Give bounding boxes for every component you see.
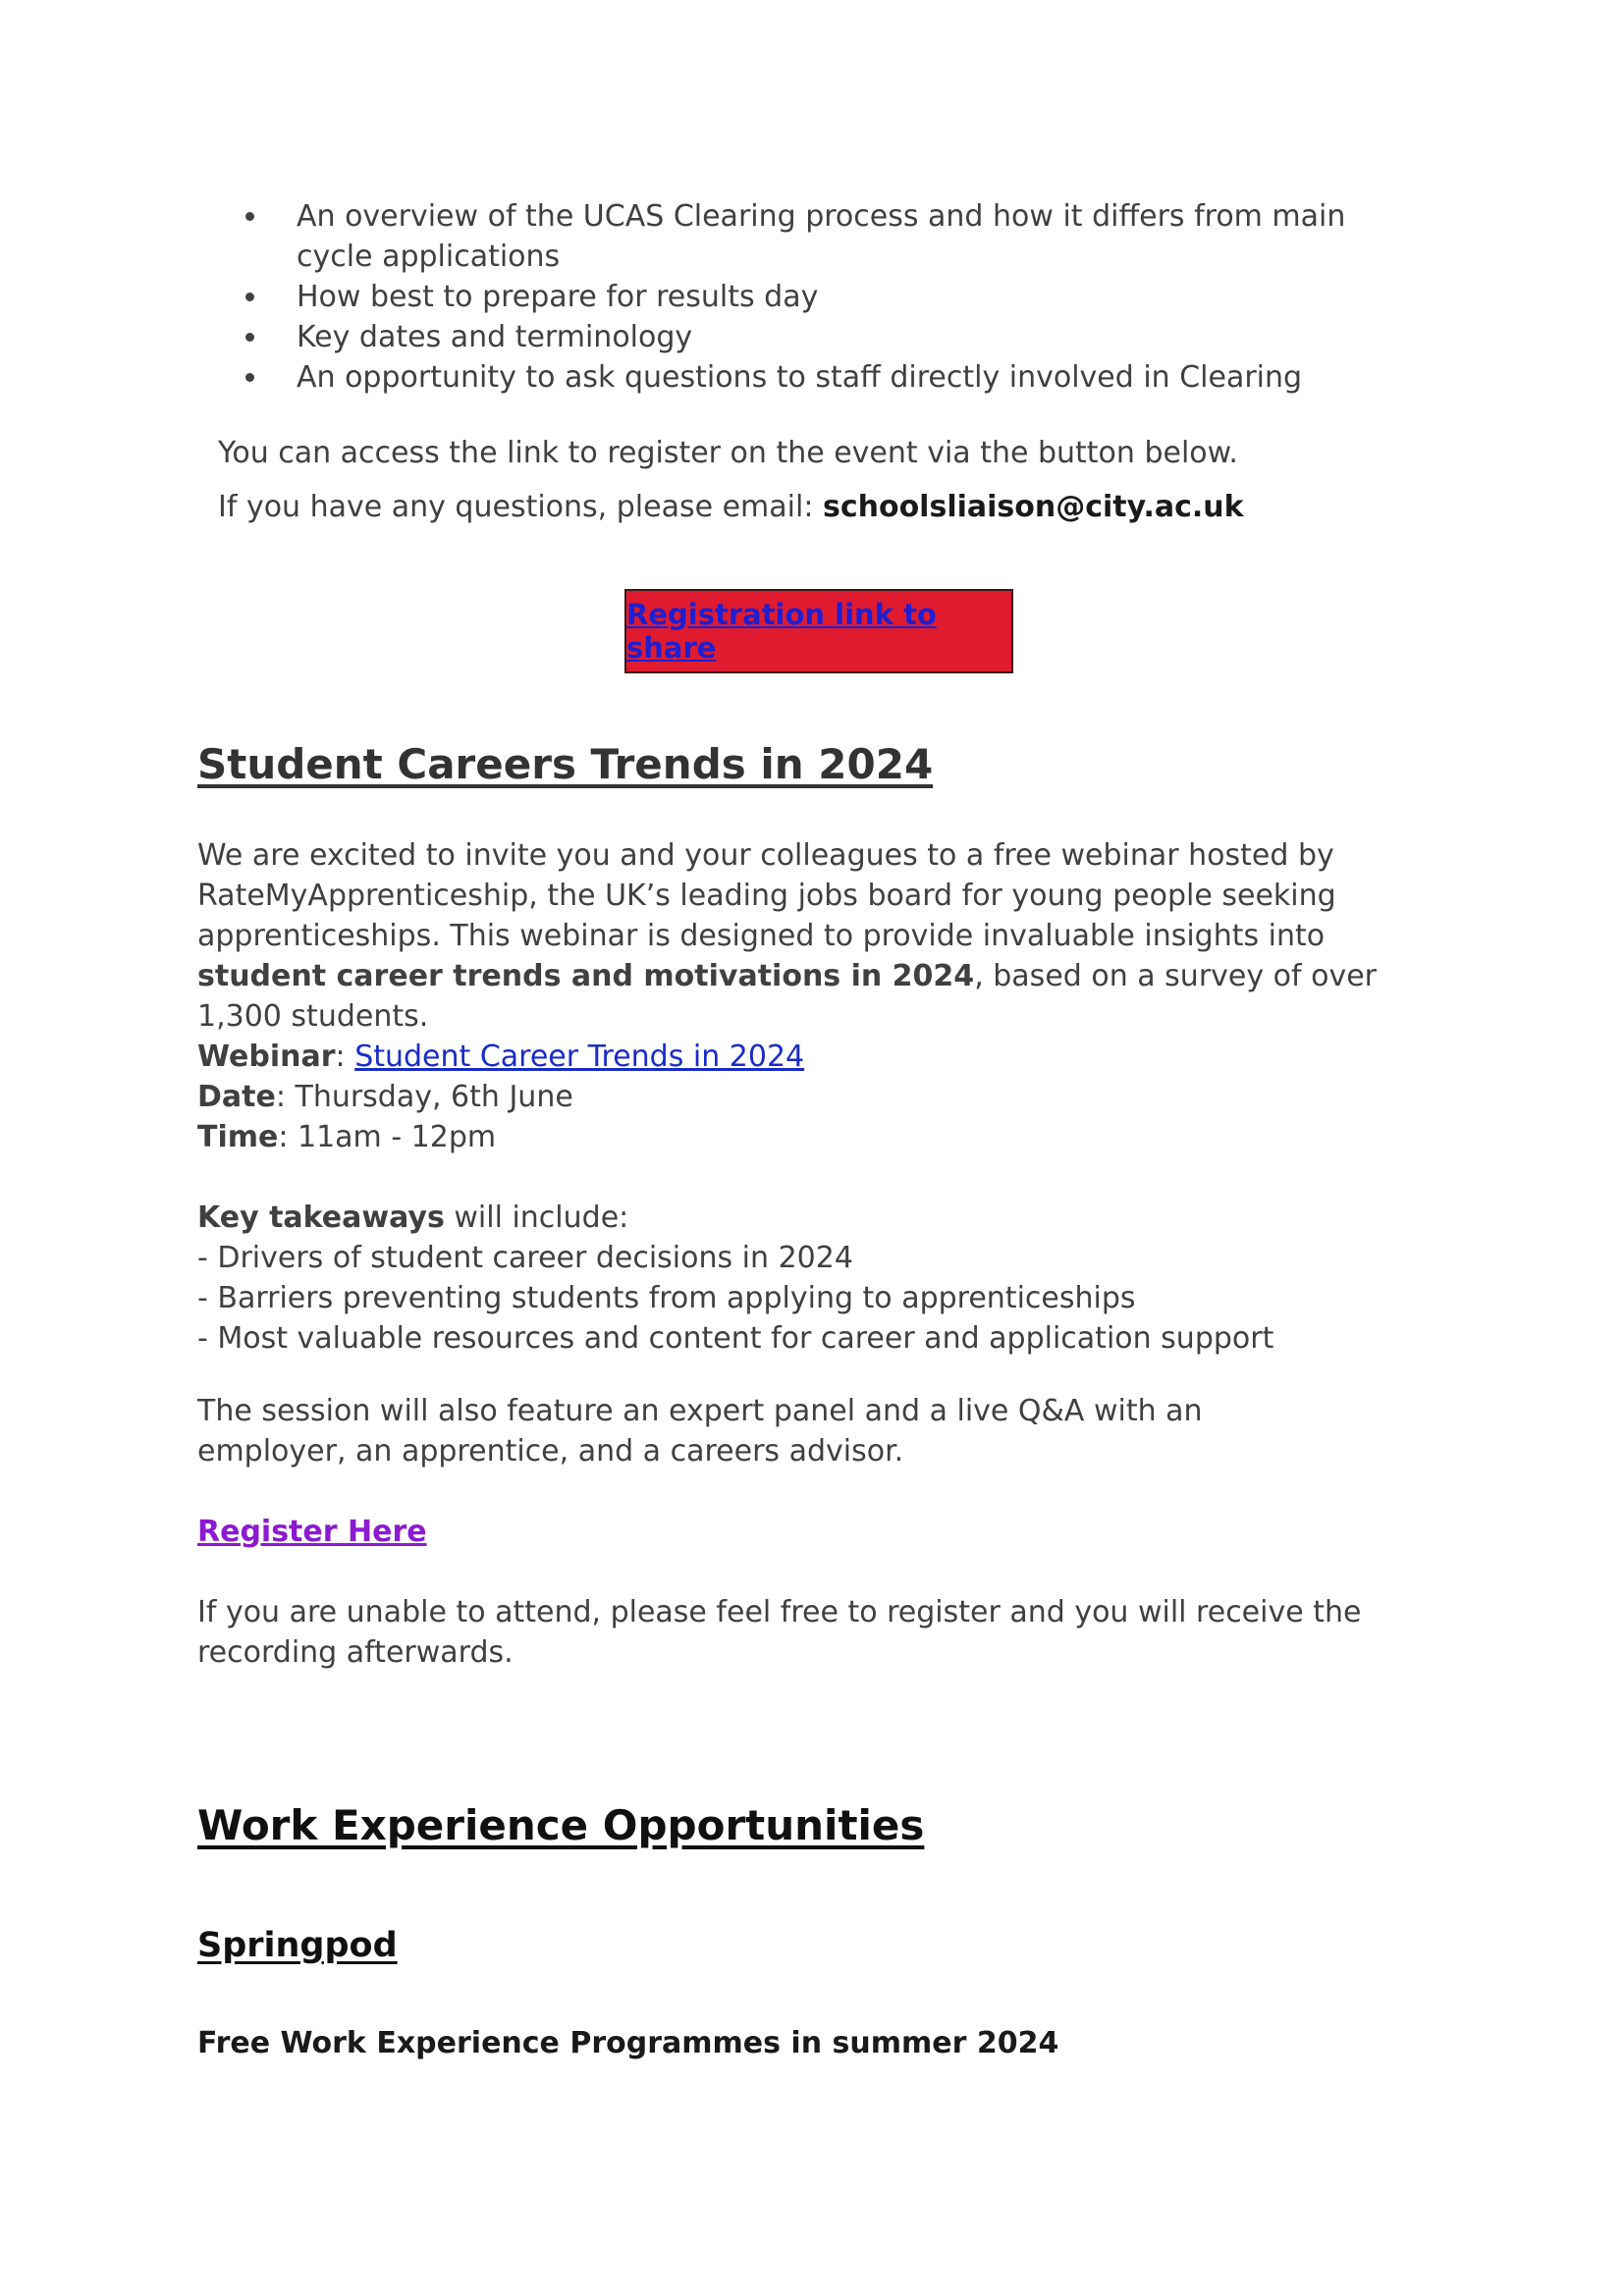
work-heading: Work Experience Opportunities — [197, 1801, 925, 1849]
careers-heading: Student Careers Trends in 2024 — [197, 740, 934, 788]
registration-link[interactable]: Registration link to share — [626, 598, 937, 665]
webinar-line: Webinar: Student Career Trends in 2024 — [197, 1040, 805, 1074]
careers-intro: We are excited to invite you and your colleagues to a free webinar hosted by RateMyApprenticeship, the UK’s leading jobs board for young people seeking apprenticeships. This webinar is designed to provide invaluable insights into student career trends and motivations in 2024, based on a survey of over 1,300 students. — [197, 838, 1378, 1034]
unable-text: If you are unable to attend, please feel free to register and you will receive the recording afterwards. — [197, 1595, 1362, 1670]
list-item: Key dates and terminology — [245, 317, 1375, 357]
bullet-icon — [245, 373, 254, 382]
intro-highlight: student career trends and motivations in 2024 — [197, 959, 975, 993]
programme-title: Free Work Experience Programmes in summer 2024 — [197, 2026, 1059, 2060]
takeaways-intro: Key takeaways will include: — [197, 1201, 629, 1235]
springpod-heading: Springpod — [197, 1926, 398, 1965]
time-line — [197, 1117, 496, 1157]
date-label: Date — [197, 1080, 276, 1114]
list-item: An overview of the UCAS Clearing process and how it differs from main cycle applications — [245, 196, 1375, 277]
takeaway-item: - Drivers of student career decisions in 2024 — [197, 1241, 853, 1275]
webinar-link[interactable]: Student Career Trends in 2024 — [354, 1040, 805, 1074]
clearing-topics-list — [245, 196, 1375, 398]
bullet-icon — [245, 293, 254, 301]
takeaway-item: - Most valuable resources and content for career and application support — [197, 1321, 1274, 1356]
access-text: You can access the link to register on the event via the button below. — [218, 436, 1238, 470]
session-text: The session will also feature an expert panel and a live Q&A with an employer, an apprentice, and a careers advisor. — [197, 1394, 1203, 1468]
time-label: Time — [197, 1120, 279, 1154]
register-here-link[interactable]: Register Here — [197, 1515, 427, 1549]
contact-email[interactable]: schoolsliaison@city.ac.uk — [822, 490, 1244, 524]
takeaways-label: Key takeaways — [197, 1201, 445, 1235]
email-prefix: If you have any questions, please email: — [218, 490, 823, 524]
date-line — [197, 1077, 573, 1117]
register-here-line — [197, 1512, 427, 1552]
list-item: How best to prepare for results day — [245, 277, 1375, 317]
registration-button[interactable] — [624, 589, 1013, 673]
bullet-icon — [245, 333, 254, 342]
list-item: An opportunity to ask questions to staff directly involved in Clearing — [245, 357, 1375, 398]
time-value: : 11am - 12pm — [278, 1120, 497, 1154]
date-value: : Thursday, 6th June — [275, 1080, 573, 1114]
bullet-icon — [245, 212, 254, 221]
takeaway-item: - Barriers preventing students from applying to apprenticeships — [197, 1281, 1136, 1315]
email-line — [218, 487, 1244, 527]
webinar-label: Webinar — [197, 1040, 336, 1074]
